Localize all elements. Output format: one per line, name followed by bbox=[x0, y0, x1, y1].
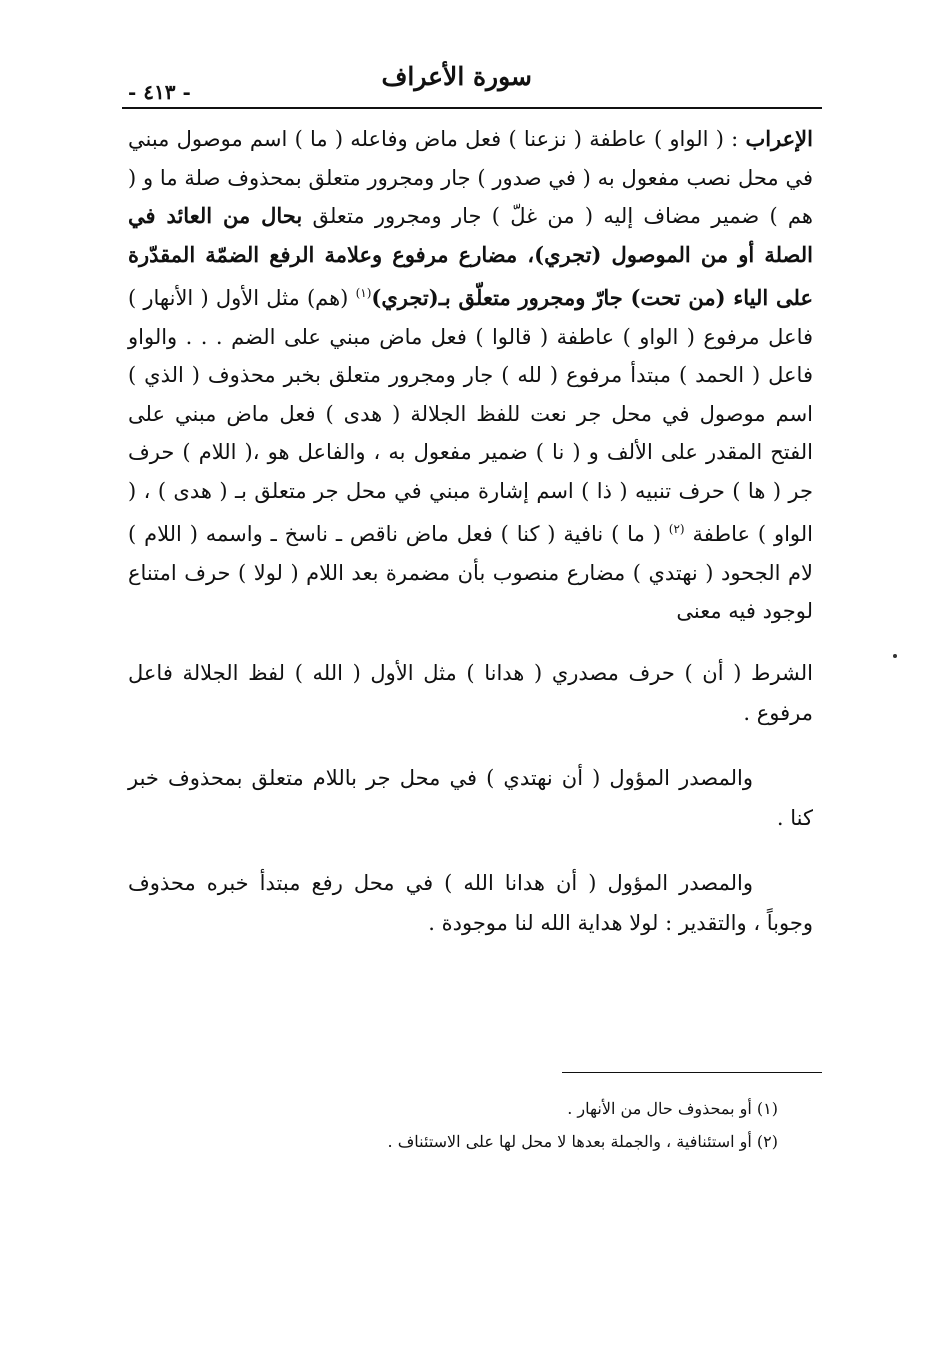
footnote-rule bbox=[562, 1072, 822, 1073]
main-text bbox=[128, 120, 813, 943]
irab-bold-part: بحال من العائد في الصلة أو من الموصول (تجري)، مضارع مرفوع وعلامة الرفع الضمّة المقدّرة على الياء (من تحت) جارّ ومجرور متعلّق بـ(تجري) bbox=[128, 203, 813, 310]
footnote-1: (١) أو بمحذوف حال من الأنهار . bbox=[567, 1099, 778, 1118]
irab-label: الإعراب bbox=[745, 126, 813, 151]
masdar-paragraph-2: والمصدر المؤول ( أن هدانا الله ) في محل رفع مبتدأ خبره محذوف وجوباً ، والتقدير : لولا هداية الله لنا موجودة . bbox=[128, 870, 813, 935]
header-rule bbox=[122, 107, 822, 109]
page-header bbox=[122, 58, 822, 106]
footnote-ref-1: (١) bbox=[355, 286, 372, 300]
irab-text-3: ( ما ) نافية ( كنا ) فعل ماض ناقص ـ ناسخ ـ واسمه ( اللام ) لام الجحود ( نهتدي ) مضارع منصوب بأن مضمرة بعد اللام ( لولا ) حرف امتناع لوجود فيه معنى bbox=[128, 522, 813, 623]
footnote-2: (٢) أو استئنافية ، والجملة بعدها لا محل لها على الاستئناف . bbox=[387, 1132, 778, 1151]
irab-text-2: (هم) مثل الأول ( الأنهار ) فاعل مرفوع ( الواو ) عاطفة ( قالوا ) فعل ماض مبني على الضم . . . والواو فاعل ( الحمد ) مبتدأ مرفوع ( لله ) جار ومجرور متعلق بخبر محذوف ( الذي ) اسم موصول في محل جر نعت للفظ الجلالة ( هدى ) فعل ماض مبني على الفتح المقدر على الألف و ( نا ) ضمير مفعول به ، والفاعل هو ،( اللام ) حرف جر ( ها ) حرف تنبيه ( ذا ) اسم إشارة مبني في محل جر متعلق بـ ( هدى ) ، ( الواو ) عاطفة bbox=[128, 286, 813, 546]
shart-paragraph: الشرط ( أن ) حرف مصدري ( هدانا ) مثل الأول ( الله ) لفظ الجلالة فاعل مرفوع . bbox=[128, 660, 813, 725]
masdar-paragraph-1: والمصدر المؤول ( أن نهتدي ) في محل جر باللام متعلق بمحذوف خبر كنا . bbox=[128, 765, 813, 830]
footnotes bbox=[128, 1092, 778, 1158]
footnote-ref-2: (٢) bbox=[668, 522, 685, 536]
surah-title: سورة الأعراف bbox=[381, 62, 532, 91]
page-number: - ٤١٣ - bbox=[128, 80, 191, 104]
irab-text-1: : ( الواو ) عاطفة ( نزعنا ) فعل ماض وفاعله ( ما ) اسم موصول مبني في محل نصب مفعول به ( في صدور ) جار ومجرور متعلق بمحذوف صلة ما و ( هم ) ضمير مضاف إليه ( من غلّ ) جار ومجرور متعلق bbox=[128, 127, 813, 228]
irab-paragraph bbox=[128, 120, 813, 631]
margin-dot bbox=[893, 654, 897, 658]
